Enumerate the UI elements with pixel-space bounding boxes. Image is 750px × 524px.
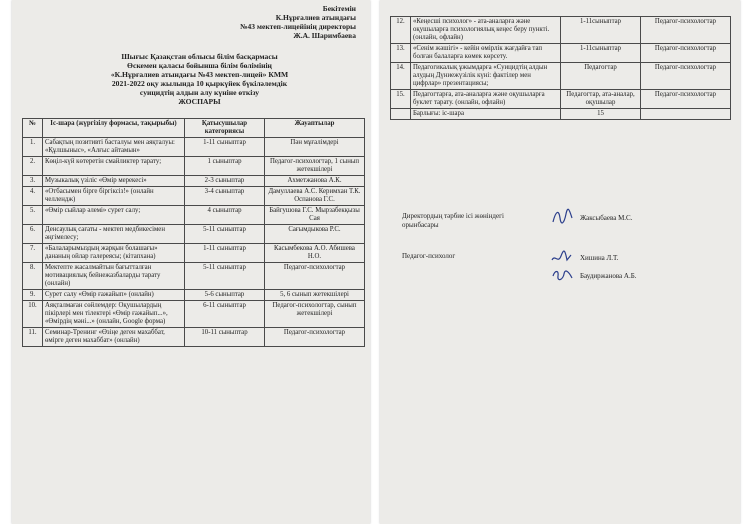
table-row <box>23 138 365 157</box>
total-empty-cell <box>641 109 731 120</box>
signature-name: Баудиржанова А.Б. <box>580 272 637 280</box>
signature-row <box>402 212 722 232</box>
row-category: 6-11 сыныптар <box>185 301 265 328</box>
row-category: 3-4 сыныптар <box>185 187 265 206</box>
row-event: Аяқталмаған сөйлемдер: Оқушылардың пікірлері мен тілектері «Өмір ғажайып...», «Өмірдің мәні...» (онлайн, Google форма) <box>43 301 185 328</box>
approval-line: К.Нұрғалиев атындағы <box>275 13 356 22</box>
header-num: № <box>23 119 43 138</box>
row-category: 1-11 сыныптар <box>185 138 265 157</box>
title-line: Шығыс Қазақстан облысы білім басқармасы <box>121 52 278 61</box>
table-row <box>23 176 365 187</box>
row-num: 12. <box>391 17 411 44</box>
row-responsible: Педагог-психологтар <box>265 328 365 347</box>
plan-table <box>22 118 365 347</box>
row-event: «Өмір сыйлар әлемі» сурет салу; <box>43 206 185 225</box>
row-event: «Сенім жәшігі» - кейін өмірлік жағдайға тап болған балаларға көмек көрсету. <box>411 44 561 63</box>
row-event: Педагогикалық ұжымдарға «Суицидтің алдын алудың Дүниежүзілік күні: фактілер мен цифрлар» презентациясы; <box>411 63 561 90</box>
row-category: 5-11 сыныптар <box>185 225 265 244</box>
row-category: 1-11сыныптар <box>561 17 641 44</box>
table-row <box>23 263 365 290</box>
row-num: 6. <box>23 225 43 244</box>
row-num: 1. <box>23 138 43 157</box>
title-line: 2021-2022 оқу жылында 10 қыркүйек бүкіләлемдік <box>111 79 288 88</box>
row-num: 2. <box>23 157 43 176</box>
signature-row <box>402 270 722 290</box>
plan-table-continued <box>390 16 731 120</box>
table-row <box>391 63 731 90</box>
table-row <box>23 290 365 301</box>
title-line: Өскемен қаласы бойынша білім бөлімінің <box>127 61 272 70</box>
document-page-2 <box>380 0 740 524</box>
row-category: Педагогтар, ата-аналар, оқушылар <box>561 90 641 109</box>
total-empty-cell <box>391 109 411 120</box>
table-header-row <box>23 119 365 138</box>
handwritten-signature-icon <box>550 206 574 228</box>
row-num: 7. <box>23 244 43 263</box>
row-event: «Отбасымен бірге біргіксіз!» (онлайн челлендж) <box>43 187 185 206</box>
row-num: 9. <box>23 290 43 301</box>
signature-position: Директордың тәрбие ісі жөніндегі орынбасары <box>402 212 504 229</box>
row-num: 11. <box>23 328 43 347</box>
approval-stamp <box>238 4 356 40</box>
header-event: Іс-шара (жүргізілу формасы, тақырыбы) <box>43 119 185 138</box>
title-line: суицидтің алдын алу күніне өткізу <box>139 88 260 97</box>
row-responsible: Педагог-психологтар, 1 сынып жетекшілері <box>265 157 365 176</box>
row-event: Сурет салу «Өмір ғажайып» (онлайн) <box>43 290 185 301</box>
title-line: ЖОСПАРЫ <box>178 97 221 106</box>
document-page-1 <box>12 0 370 524</box>
row-num: 4. <box>23 187 43 206</box>
row-responsible: Дамуллаева А.С. Керимхан Т.К. Оспанова Г.С. <box>265 187 365 206</box>
row-num: 8. <box>23 263 43 290</box>
total-value: 15 <box>561 109 641 120</box>
table-row <box>23 187 365 206</box>
row-event: Педагогтарға, ата-аналарға және оқушыларға буклет тарату. (онлайн, офлайн) <box>411 90 561 109</box>
row-category: Педагогтар <box>561 63 641 90</box>
row-responsible: Байгушова Г.С. Мырзабекқызы Сая <box>265 206 365 225</box>
row-event: «Кеңесші психолог» - ата-аналарға және оқушыларға психологиялық кеңес беру пункті. (онлайн, офлайн) <box>411 17 561 44</box>
row-category: 5-11 сыныптар <box>185 263 265 290</box>
row-num: 10. <box>23 301 43 328</box>
row-responsible: Педагог-психологтар <box>641 63 731 90</box>
table-row <box>23 157 365 176</box>
approval-line: Бекітемін <box>322 4 356 13</box>
row-category: 1-11 сыныптар <box>185 244 265 263</box>
row-num: 3. <box>23 176 43 187</box>
row-num: 13. <box>391 44 411 63</box>
row-category: 1-11сыныптар <box>561 44 641 63</box>
row-responsible: Педагог-психологтар <box>641 90 731 109</box>
row-event: Музыкалық үзіліс «Өмір мерекесі» <box>43 176 185 187</box>
row-category: 1 сыныптар <box>185 157 265 176</box>
table-row <box>23 206 365 225</box>
total-label: Барлығы: іс-шара <box>411 109 561 120</box>
table-row <box>23 301 365 328</box>
row-responsible: Касымбекова А.О. Абишева Н.О. <box>265 244 365 263</box>
document-title <box>72 52 327 106</box>
row-num: 14. <box>391 63 411 90</box>
table-row <box>391 17 731 44</box>
row-responsible: Педагог-психологтар <box>641 44 731 63</box>
signature-name: Жаксыбаева М.С. <box>580 214 633 222</box>
row-responsible: Пән мұғалімдері <box>265 138 365 157</box>
header-category: Қатысушылар категориясы <box>185 119 265 138</box>
row-event: Мектепте жасалмайтын бағытталған мотивациялық бейнежазбаларды тарату (онлайн) <box>43 263 185 290</box>
row-responsible: Ахметжанова А.К. <box>265 176 365 187</box>
table-row <box>391 44 731 63</box>
row-category: 2-3 сыныптар <box>185 176 265 187</box>
row-responsible: Педагог-психологтар <box>641 17 731 44</box>
title-line: «К.Нұрғалиев атындағы №43 мектеп-лицей» КММ <box>110 70 289 79</box>
approval-line: Ж.А. Шаримбаева <box>293 31 356 40</box>
signature-name: Хишина Л.Т. <box>580 254 619 262</box>
row-category: 5-6 сыныптар <box>185 290 265 301</box>
row-event: Семинар-Тренинг «Өзіңе деген махаббат, өмірге деген махаббат» (онлайн) <box>43 328 185 347</box>
table-row <box>23 225 365 244</box>
header-responsible: Жауаптылар <box>265 119 365 138</box>
row-responsible: Сағымдыкова Р.С. <box>265 225 365 244</box>
row-event: Көңіл-күй көтеретін смайликтер тарату; <box>43 157 185 176</box>
table-total-row <box>391 109 731 120</box>
row-event: Денсаулық сағаты - мектеп медбикесімен әңгімелесу; <box>43 225 185 244</box>
table-row <box>391 90 731 109</box>
row-event: «Балаларымыздың жарқын болашағы» дананың ойлар галереясы; (кітапхана) <box>43 244 185 263</box>
table-row <box>23 328 365 347</box>
row-category: 4 сыныптар <box>185 206 265 225</box>
row-num: 5. <box>23 206 43 225</box>
table-row <box>23 244 365 263</box>
signature-position: Педагог-психолог <box>402 252 456 260</box>
row-responsible: Педагог-психологтар, сынып жетекшілері <box>265 301 365 328</box>
row-responsible: 5, 6 сынып жетекшілері <box>265 290 365 301</box>
row-category: 10-11 сыныптар <box>185 328 265 347</box>
row-event: Сабақтың позитивті басталуы мен аяқталуы: «Құлшыныс», «Алғыс айтамын» <box>43 138 185 157</box>
approval-line: №43 мектеп-лицейінің директоры <box>240 22 356 31</box>
handwritten-signature-icon <box>550 264 574 286</box>
row-num: 15. <box>391 90 411 109</box>
row-responsible: Педагог-психологтар <box>265 263 365 290</box>
